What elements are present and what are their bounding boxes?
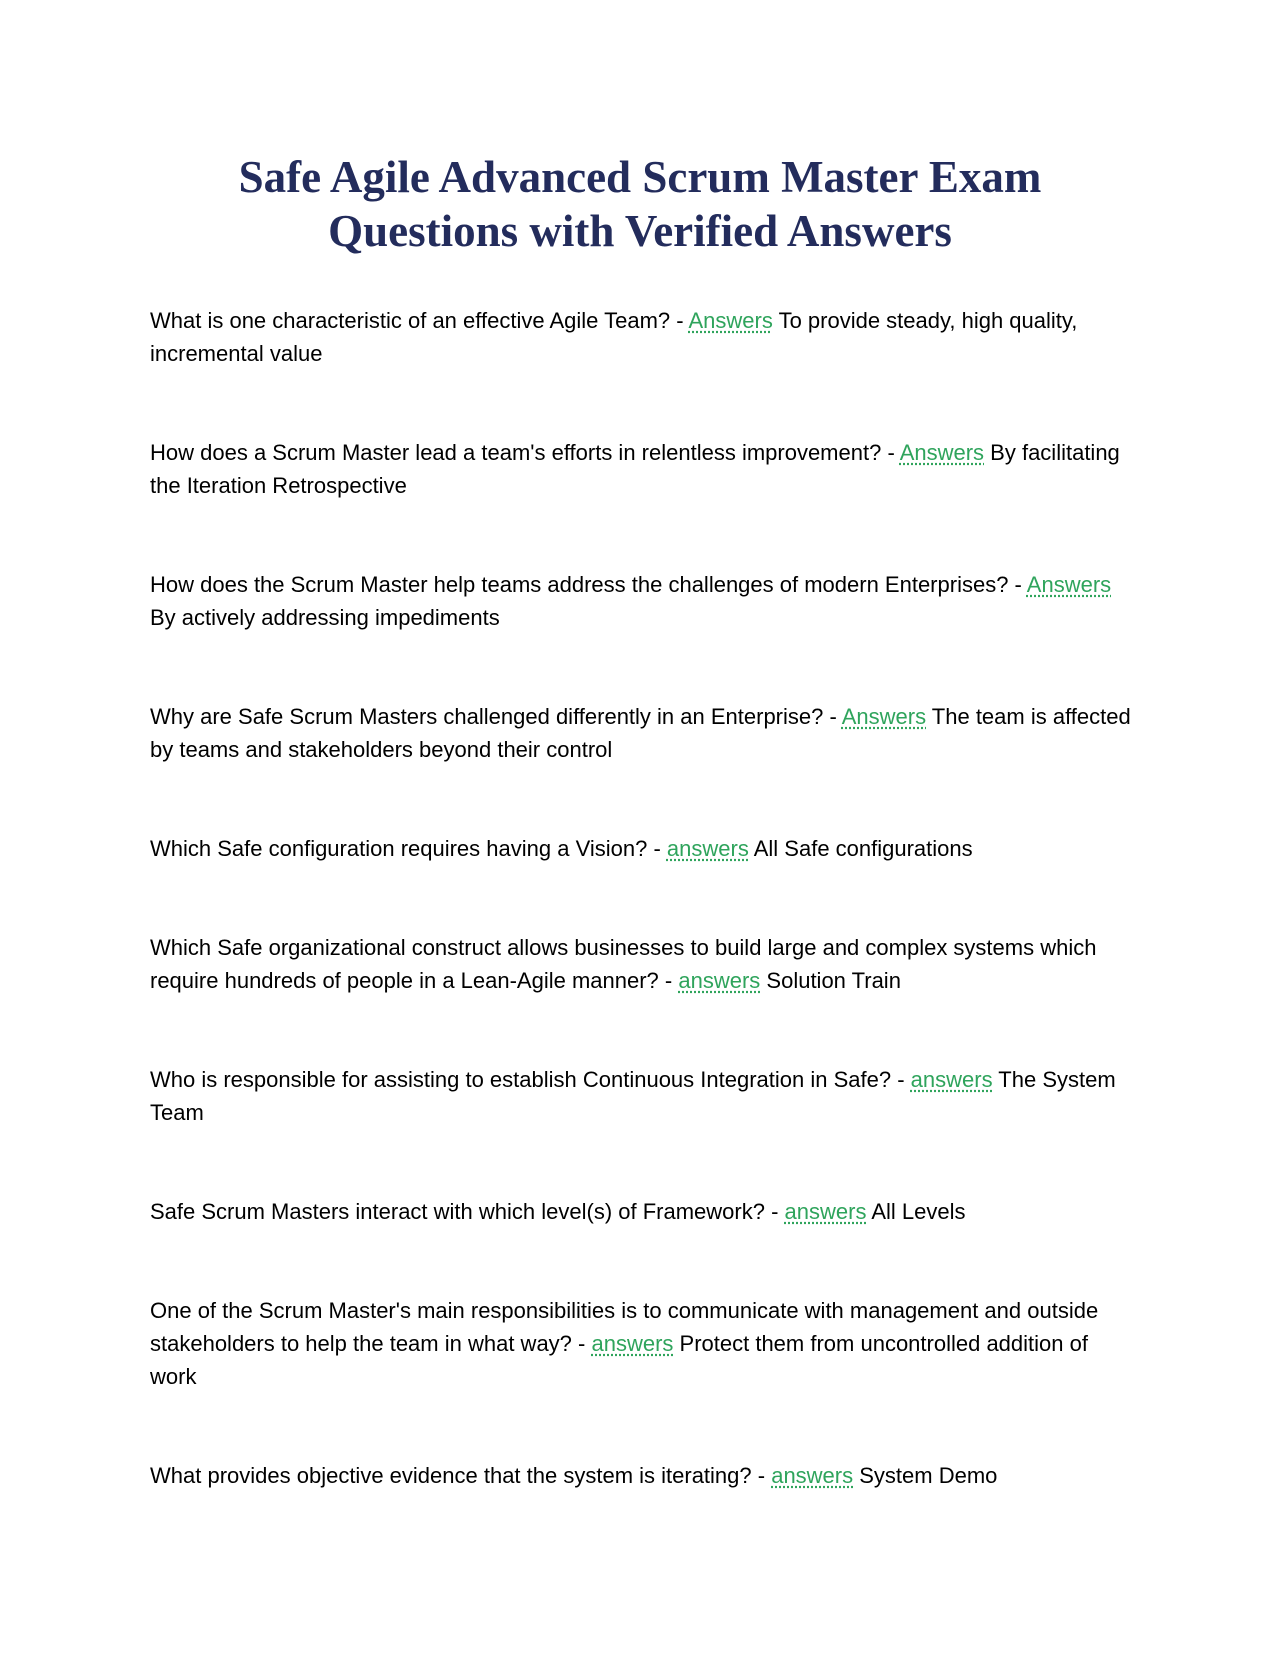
answers-link[interactable]: Answers: [841, 704, 927, 729]
answers-link[interactable]: answers: [591, 1331, 674, 1356]
answer-text: Protect them from uncontrolled addition of work: [150, 1331, 1088, 1389]
answer-text: Solution Train: [766, 968, 901, 993]
answers-link[interactable]: answers: [678, 968, 761, 993]
answer-text: The System Team: [150, 1067, 1116, 1125]
question-text: Which Safe configuration requires having a Vision? -: [150, 836, 661, 861]
answers-link[interactable]: Answers: [688, 308, 773, 333]
question-text: What provides objective evidence that the system is iterating? -: [150, 1463, 766, 1488]
answers-link[interactable]: answers: [771, 1463, 854, 1488]
page-title: Safe Agile Advanced Scrum Master Exam Questions with Verified Answers: [238, 152, 1042, 256]
question-text: Who is responsible for assisting to establish Continuous Integration in Safe? -: [150, 1067, 905, 1092]
answers-link[interactable]: answers: [910, 1067, 993, 1092]
qa-list: [150, 304, 1140, 1558]
answers-link[interactable]: answers: [784, 1199, 867, 1224]
qa-item-2: [150, 436, 1140, 502]
answer-text: By actively addressing impediments: [150, 605, 500, 630]
question-text: One of the Scrum Master's main responsibilities is to communicate with management and outside stakeholders to help the team in what way? -: [150, 1298, 1099, 1356]
answers-link[interactable]: Answers: [1026, 572, 1112, 597]
qa-item-9: [150, 1294, 1140, 1393]
qa-item-3: [150, 568, 1140, 634]
answer-text: By facilitating the Iteration Retrospective: [150, 440, 1120, 498]
question-text: How does a Scrum Master lead a team's efforts in relentless improvement? -: [150, 440, 895, 465]
answer-text: To provide steady, high quality, incremental value: [150, 308, 1078, 366]
qa-item-6: [150, 931, 1140, 997]
qa-item-4: [150, 700, 1140, 766]
answer-text: All Levels: [871, 1199, 966, 1224]
qa-item-8: [150, 1195, 1140, 1228]
qa-item-5: [150, 832, 1140, 865]
answer-text: System Demo: [859, 1463, 998, 1488]
answer-text: The team is affected by teams and stakeholders beyond their control: [150, 704, 1131, 762]
question-text: How does the Scrum Master help teams address the challenges of modern Enterprises? -: [150, 572, 1022, 597]
answers-link[interactable]: Answers: [899, 440, 985, 465]
answer-text: All Safe configurations: [753, 836, 973, 861]
qa-item-10: [150, 1459, 1140, 1492]
question-text: What is one characteristic of an effective Agile Team? -: [150, 308, 684, 333]
question-text: Safe Scrum Masters interact with which level(s) of Framework? -: [150, 1199, 779, 1224]
answers-link[interactable]: answers: [666, 836, 749, 861]
qa-item-1: [150, 304, 1140, 370]
qa-item-7: [150, 1063, 1140, 1129]
question-text: Which Safe organizational construct allows businesses to build large and complex systems which require hundreds of people in a Lean-Agile manner? -: [150, 935, 1097, 993]
question-text: Why are Safe Scrum Masters challenged differently in an Enterprise? -: [150, 704, 837, 729]
